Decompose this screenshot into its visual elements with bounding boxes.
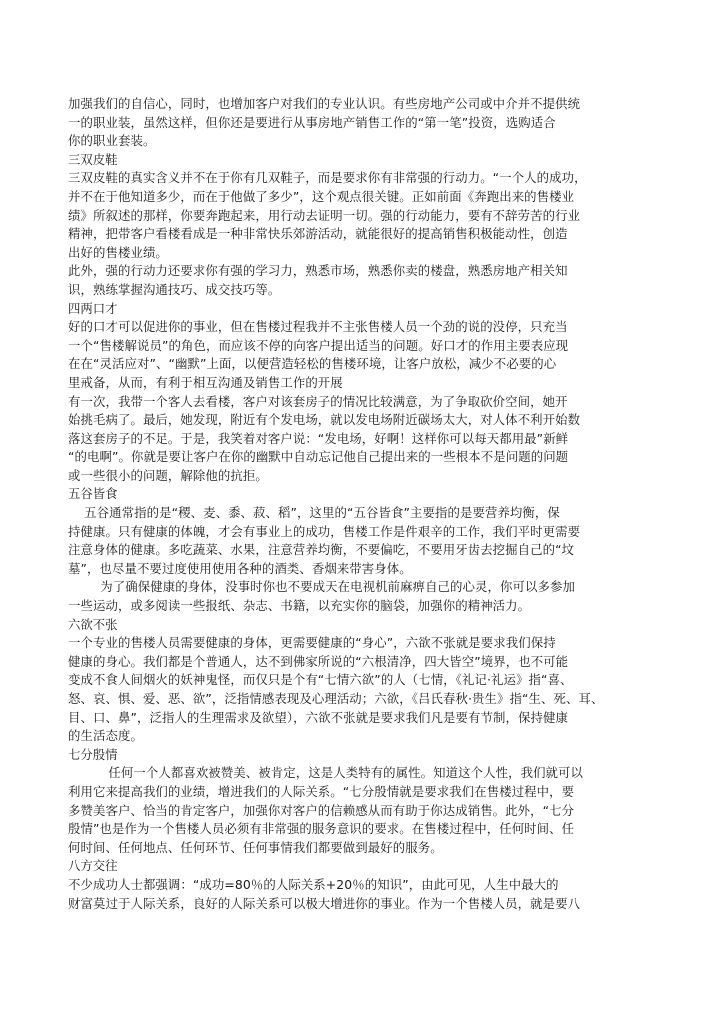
section-heading-three-shoes: 三双皮鞋 xyxy=(68,151,118,167)
text-line: 此外，强的行动力还要求你有强的学习力，熟悉市场，熟悉你卖的楼盘，熟悉房地产相关知 xyxy=(68,263,568,279)
text-line: 三双皮鞋的真实含义并不在于你有几双鞋子，而是要求你有非常强的行动力。“一个人的成功， xyxy=(68,170,587,186)
text-line: 或一些很小的问题，解除他的抗拒。 xyxy=(68,467,268,483)
text-line: 墓”，也尽量不要过度使用使用各种的酒类、香烟来带害身体。 xyxy=(68,560,412,576)
text-line: 任何一个人都喜欢被赞美、被肯定，这是人类特有的属性。知道这个人性，我们就可以 xyxy=(68,765,584,781)
text-line: 持健康。只有健康的体魄，才会有事业上的成功，售楼工作是件艰辛的工作，我们平时更需要 xyxy=(68,523,581,539)
text-line: 一些运动，或多阅读一些报纸、杂志、书籍，以充实你的脑袋，加强你的精神活力。 xyxy=(68,598,531,614)
text-line: “的电啊”。你就是要让客户在你的幽默中自动忘记他自己提出来的一些根本不是问题的问题 xyxy=(68,449,569,465)
text-line: 注意身体的健康。多吃蔬菜、水果，注意营养均衡，不要偏吃，不要用牙齿去挖掘自己的“坟 xyxy=(68,542,575,558)
section-heading-five-grains: 五谷皆食 xyxy=(68,486,118,502)
text-line: 不少成功人士都强调：“成功=80％的人际关系+20％的知识”，由此可见，人生中最大的 xyxy=(68,876,559,892)
text-line: 目、口、鼻”，泛指人的生理需求及欲望），六欲不张就是要求我们凡是要有节制，保持健康 xyxy=(68,709,568,725)
text-line: 财富莫过于人际关系，良好的人际关系可以极大增进你的事业。作为一个售楼人员，就是要八 xyxy=(68,895,581,911)
text-line: 殷情”也是作为一个售楼人员必须有非常强的服务意识的要求。在售楼过程中，任何时间、任 xyxy=(68,821,575,837)
text-line: 的生活态度。 xyxy=(68,728,143,744)
section-heading-six-desires: 六欲不张 xyxy=(68,616,118,632)
text-line: 有一次，我带一个客人去看楼，客户对该套房子的情况比较满意，为了争取砍价空间，她开 xyxy=(68,393,568,409)
text-line: 里戒备，从而，有利于相互沟通及销售工作的开展 xyxy=(68,374,343,390)
text-line: 一个“售楼解说员”的角色，而应该不停的向客户提出适当的问题。好口才的作用主要表应现 xyxy=(68,337,569,353)
text-line: 好的口才可以促进你的事业，但在售楼过程我并不主张售楼人员一个劲的说的没停，只充当 xyxy=(68,319,568,335)
section-heading-eloquence: 四两口才 xyxy=(68,300,118,316)
text-line: 在在“灵活应对”、“幽默”上面，以便营造轻松的售楼环境，让客户放松，减少不必要的心 xyxy=(68,356,557,372)
text-line: 精神，把带客户看楼看成是一种非常快乐郊游活动，就能很好的提高销售积极能动性，创造 xyxy=(68,226,568,242)
text-line: 识，熟练掌握沟通技巧、成交技巧等。 xyxy=(68,281,281,297)
text-line: 何时间、任何地点、任何环节、任何事情我们都要做到最好的服务。 xyxy=(68,839,443,855)
section-heading-seven-courtesy: 七分殷情 xyxy=(68,746,118,762)
text-line: 健康的身心。我们都是个普通人，达不到佛家所说的“六根清净，四大皆空”境界，也不可能 xyxy=(68,653,569,669)
text-line: 一的职业装，虽然这样，但你还是要进行从事房地产销售工作的“第一笔”投资，选购适合 xyxy=(68,114,556,130)
text-line: 始挑毛病了。最后，她发现，附近有个发电场，就以发电场附近碳场太大，对人体不利开始数 xyxy=(68,412,581,428)
text-line: 一个专业的售楼人员需要健康的身体，更需要健康的“身心”，六欲不张就是要求我们保持 xyxy=(68,635,556,651)
text-line: 你的职业套装。 xyxy=(68,133,156,149)
text-line: 变成不食人间烟火的妖神鬼怪，而仅只是个有“七情六欲”的人（七情，《礼记·礼运》指“喜、 xyxy=(68,672,573,688)
text-line: 五谷通常指的是“稷、麦、黍、菽、稻”，这里的“五谷皆食”主要指的是要营养均衡，保 xyxy=(68,505,560,521)
text-line: 为了确保健康的身体，没事时你也不要成天在电视机前麻痹自己的心灵，你可以多参加 xyxy=(68,579,575,595)
text-line: 加强我们的自信心，同时，也增加客户对我们的专业认识。有些房地产公司或中介并不提供统 xyxy=(68,96,581,111)
text-line: 多赞美客户、恰当的肯定客户，加强你对客户的信赖感从而有助于你达成销售。此外，“七分 xyxy=(68,802,575,818)
text-line: 落这套房子的不足。于是，我笑着对客户说：“发电场，好啊！这样你可以每天都用最”新鲜 xyxy=(68,430,569,446)
section-heading-eight-directions: 八方交往 xyxy=(68,858,118,874)
text-line: 绩》所叙述的那样，你要奔跑起来，用行动去证明一切。强的行动能力，要有不辞劳苦的行业 xyxy=(68,207,581,223)
text-line: 利用它来提高我们的业绩，增进我们的人际关系。“七分殷情就是要求我们在售楼过程中，要 xyxy=(68,783,575,799)
text-line: 出好的售楼业绩。 xyxy=(68,244,168,260)
document-page xyxy=(68,95,676,913)
text-line: 怒、哀、惧、爱、恶、欲”，泛指情感表现及心理活动；六欲，《吕氏春秋·贵生》指“生、死、耳、 xyxy=(68,691,604,706)
text-line: 并不在于他知道多少，而在于他做了多少”，这个观点很关键。正如前面《奔跑出来的售楼业 xyxy=(68,188,575,204)
